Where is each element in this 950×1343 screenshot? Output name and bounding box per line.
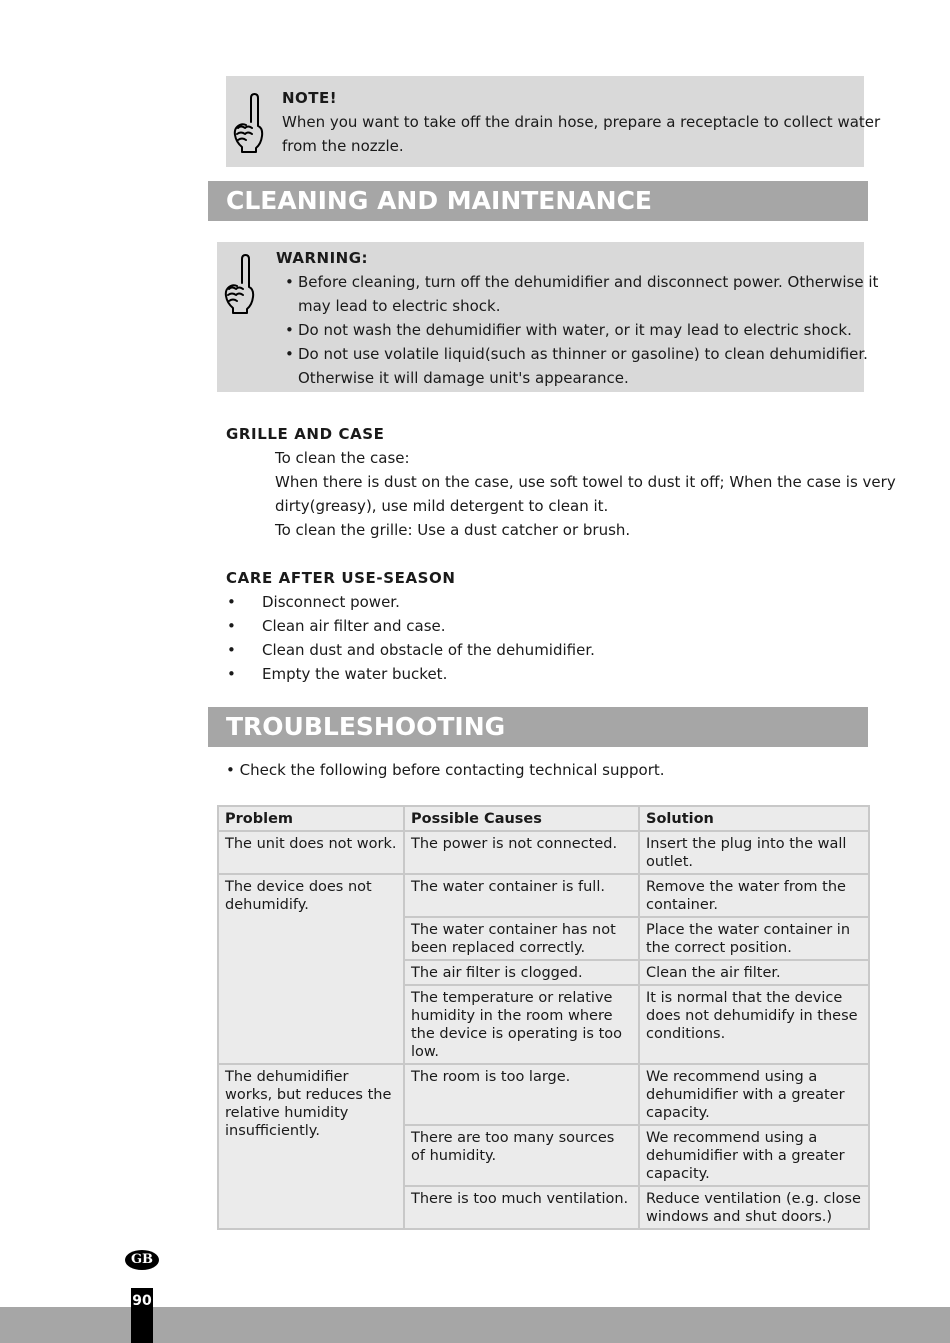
- warning-bullet: •: [285, 345, 294, 363]
- solution-cell: Insert the plug into the wall outlet.: [639, 831, 869, 874]
- solution-cell: Remove the water from the container.: [639, 874, 869, 917]
- section-heading-cleaning: CLEANING AND MAINTENANCE: [208, 181, 868, 221]
- solution-cell: Clean the air filter.: [639, 960, 869, 985]
- problem-cell: The unit does not work.: [218, 831, 404, 874]
- warning-title: WARNING:: [276, 249, 369, 267]
- warning-item-1-line-2: may lead to electric shock.: [298, 297, 501, 315]
- problem-cell: The dehumidifier works, but reduces the relative humidity insufficiently.: [218, 1064, 404, 1229]
- cause-cell: The air filter is clogged.: [404, 960, 639, 985]
- note-text-line-2: from the nozzle.: [282, 137, 404, 155]
- solution-cell: It is normal that the device does not dehumidify in these conditions.: [639, 985, 869, 1064]
- table-header-row: [218, 806, 869, 831]
- warning-bullet: •: [285, 273, 294, 291]
- pointing-hand-icon: [232, 92, 266, 154]
- care-item-2: Clean air filter and case.: [262, 617, 446, 635]
- cause-cell: The room is too large.: [404, 1064, 639, 1125]
- warning-bullet: •: [285, 321, 294, 339]
- cause-cell: There are too many sources of humidity.: [404, 1125, 639, 1186]
- care-bullet: •: [227, 617, 236, 635]
- grille-heading: GRILLE AND CASE: [226, 425, 385, 443]
- solution-cell: Reduce ventilation (e.g. close windows and shut doors.): [639, 1186, 869, 1229]
- section-heading-troubleshooting: TROUBLESHOOTING: [208, 707, 868, 747]
- table-row: [218, 874, 869, 917]
- care-bullet: •: [227, 665, 236, 683]
- care-bullet: •: [227, 593, 236, 611]
- note-text-line-1: When you want to take off the drain hose, prepare a receptacle to collect water: [282, 113, 881, 131]
- cause-cell: The water container is full.: [404, 874, 639, 917]
- pointing-hand-icon: [223, 253, 257, 315]
- warning-item-3-line-2: Otherwise it will damage unit's appearance.: [298, 369, 629, 387]
- grille-line-3: dirty(greasy), use mild detergent to clean it.: [275, 497, 609, 515]
- grille-line-2: When there is dust on the case, use soft towel to dust it off; When the case is very: [275, 473, 896, 491]
- care-item-4: Empty the water bucket.: [262, 665, 448, 683]
- solution-cell: Place the water container in the correct position.: [639, 917, 869, 960]
- care-bullet: •: [227, 641, 236, 659]
- warning-item-3-line-1: Do not use volatile liquid(such as thinner or gasoline) to clean dehumidifier.: [298, 345, 868, 363]
- cause-cell: The temperature or relative humidity in the room where the device is operating is too low.: [404, 985, 639, 1064]
- cause-cell: The power is not connected.: [404, 831, 639, 874]
- table-row: [218, 1064, 869, 1125]
- care-heading: CARE AFTER USE-SEASON: [226, 569, 456, 587]
- care-item-3: Clean dust and obstacle of the dehumidifier.: [262, 641, 595, 659]
- language-badge: GB: [125, 1250, 159, 1270]
- column-header-problem: Problem: [218, 806, 404, 831]
- warning-item-1-line-1: Before cleaning, turn off the dehumidifier and disconnect power. Otherwise it: [298, 273, 879, 291]
- troubleshooting-table: [217, 805, 870, 1230]
- column-header-solution: Solution: [639, 806, 869, 831]
- solution-cell: We recommend using a dehumidifier with a greater capacity.: [639, 1125, 869, 1186]
- column-header-causes: Possible Causes: [404, 806, 639, 831]
- warning-item-2-line-1: Do not wash the dehumidifier with water, or it may lead to electric shock.: [298, 321, 852, 339]
- solution-cell: We recommend using a dehumidifier with a greater capacity.: [639, 1064, 869, 1125]
- troubleshooting-intro: • Check the following before contacting technical support.: [226, 761, 665, 779]
- page-number: 90: [131, 1288, 153, 1343]
- grille-line-1: To clean the case:: [275, 449, 410, 467]
- care-item-1: Disconnect power.: [262, 593, 400, 611]
- problem-cell: The device does not dehumidify.: [218, 874, 404, 1064]
- cause-cell: There is too much ventilation.: [404, 1186, 639, 1229]
- cause-cell: The water container has not been replaced correctly.: [404, 917, 639, 960]
- table-row: [218, 831, 869, 874]
- grille-line-4: To clean the grille: Use a dust catcher or brush.: [275, 521, 631, 539]
- note-title: NOTE!: [282, 89, 338, 107]
